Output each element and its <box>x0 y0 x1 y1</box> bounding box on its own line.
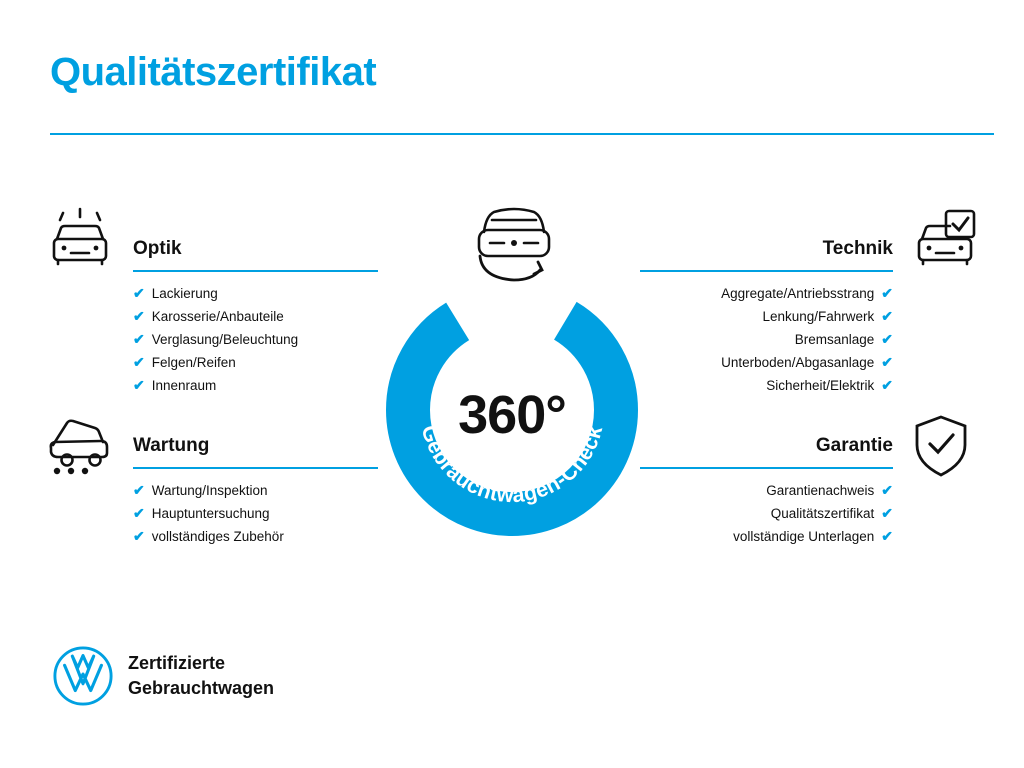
check-badge <box>378 198 646 508</box>
list-item <box>640 374 893 397</box>
list-item-label: Karosserie/Anbauteile <box>151 309 284 324</box>
list-item <box>640 479 893 502</box>
section-header <box>640 238 893 272</box>
check-icon: ✔ <box>133 308 145 324</box>
check-icon: ✔ <box>881 331 893 347</box>
page-title: Qualitätszertifikat <box>50 50 377 94</box>
footer-brand <box>52 645 274 707</box>
section-title: Technik <box>822 238 893 259</box>
list-item-label: Wartung/Inspektion <box>151 483 268 498</box>
list-item <box>640 351 893 374</box>
section-divider <box>133 270 378 272</box>
section-divider <box>133 467 378 469</box>
list-item-label: Lenkung/Fahrwerk <box>762 309 875 324</box>
list-item-label: Sicherheit/Elektrik <box>766 378 875 393</box>
list-item <box>640 328 893 351</box>
vw-logo <box>52 645 114 707</box>
car-lift-icon <box>45 415 117 482</box>
checklist-garantie <box>640 479 893 548</box>
check-icon: ✔ <box>881 308 893 324</box>
section-garantie <box>640 435 893 548</box>
section-title: Optik <box>133 238 182 259</box>
list-item <box>640 282 893 305</box>
section-wartung <box>133 435 378 548</box>
car-check-diagnostic-icon <box>910 205 980 280</box>
list-item-label: Lackierung <box>151 286 218 301</box>
badge-curved-text: Gebrauchtwagen-Check <box>416 422 608 508</box>
shield-check-icon <box>912 413 970 484</box>
section-divider <box>640 270 893 272</box>
checklist-optik <box>133 282 378 397</box>
list-item <box>133 502 378 525</box>
section-divider <box>640 467 893 469</box>
list-item <box>133 374 378 397</box>
check-icon: ✔ <box>133 482 145 498</box>
list-item-label: Unterboden/Abgasanlage <box>721 355 875 370</box>
checklist-wartung <box>133 479 378 548</box>
list-item-label: vollständige Unterlagen <box>733 529 875 544</box>
section-optik <box>133 238 378 397</box>
check-icon: ✔ <box>133 528 145 544</box>
section-technik <box>640 238 893 397</box>
car-front-shine-icon <box>45 205 115 280</box>
check-icon: ✔ <box>881 528 893 544</box>
list-item <box>133 328 378 351</box>
list-item-label: Hauptuntersuchung <box>151 506 270 521</box>
badge-value: 360° <box>458 385 566 445</box>
list-item-label: Innenraum <box>151 378 217 393</box>
check-icon: ✔ <box>133 354 145 370</box>
check-icon: ✔ <box>881 505 893 521</box>
footer-line-1: Zertifizierte <box>128 653 226 673</box>
list-item-label: vollständiges Zubehör <box>151 529 284 544</box>
check-icon: ✔ <box>133 505 145 521</box>
check-icon: ✔ <box>133 377 145 393</box>
list-item <box>133 525 378 548</box>
list-item-label: Aggregate/Antriebsstrang <box>721 286 875 301</box>
checklist-technik <box>640 282 893 397</box>
list-item <box>640 502 893 525</box>
list-item-label: Qualitätszertifikat <box>770 506 875 521</box>
list-item <box>133 351 378 374</box>
section-header <box>640 435 893 469</box>
footer-line-2: Gebrauchtwagen <box>128 678 275 698</box>
check-icon: ✔ <box>881 482 893 498</box>
check-icon: ✔ <box>881 377 893 393</box>
list-item <box>640 305 893 328</box>
list-item <box>133 479 378 502</box>
list-item <box>133 305 378 328</box>
list-item-label: Felgen/Reifen <box>151 355 236 370</box>
list-item-label: Garantienachweis <box>766 483 875 498</box>
section-title: Wartung <box>133 435 210 456</box>
section-header <box>133 238 378 272</box>
check-icon: ✔ <box>881 285 893 301</box>
section-header <box>133 435 378 469</box>
check-icon: ✔ <box>133 285 145 301</box>
check-icon: ✔ <box>881 354 893 370</box>
list-item-label: Bremsanlage <box>794 332 875 347</box>
footer-text <box>128 651 274 701</box>
list-item <box>640 525 893 548</box>
check-icon: ✔ <box>133 331 145 347</box>
section-title: Garantie <box>815 435 893 456</box>
title-divider <box>50 133 994 135</box>
list-item <box>133 282 378 305</box>
list-item-label: Verglasung/Beleuchtung <box>151 332 299 347</box>
